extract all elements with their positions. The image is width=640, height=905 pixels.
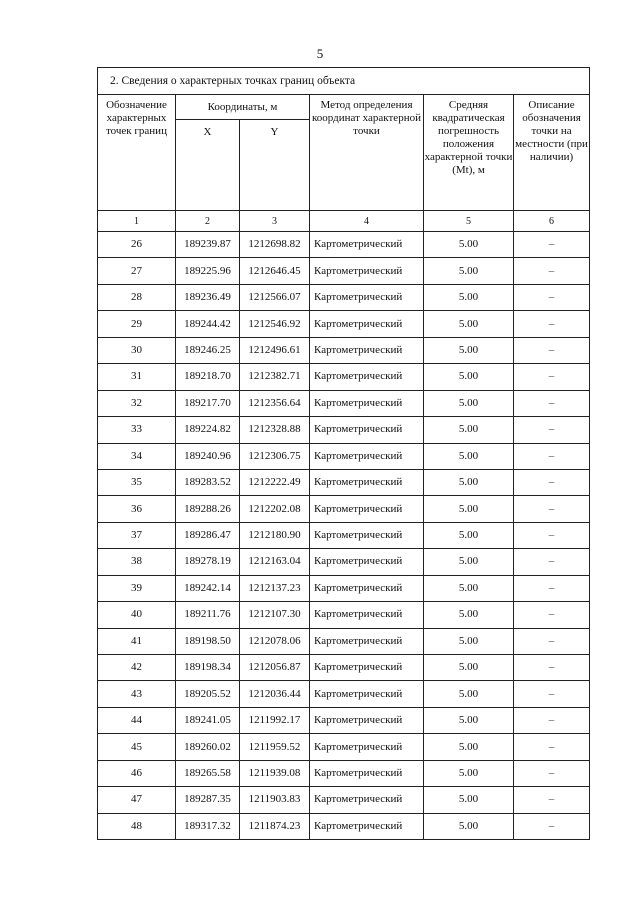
cell-y: 1211959.52 — [240, 734, 310, 760]
cell-method: Картометрический — [310, 390, 424, 416]
cell-description: – — [514, 496, 590, 522]
cell-method: Картометрический — [310, 813, 424, 839]
column-number: 3 — [240, 211, 310, 232]
cell-error: 5.00 — [424, 337, 514, 363]
cell-method: Картометрический — [310, 284, 424, 310]
cell-x: 189244.42 — [176, 311, 240, 337]
table-row — [98, 311, 590, 337]
cell-x: 189218.70 — [176, 364, 240, 390]
cell-method: Картометрический — [310, 496, 424, 522]
table-row — [98, 337, 590, 363]
cell-x: 189198.50 — [176, 628, 240, 654]
cell-y: 1212078.06 — [240, 628, 310, 654]
cell-y: 1212382.71 — [240, 364, 310, 390]
cell-y: 1212306.75 — [240, 443, 310, 469]
cell-y: 1211939.08 — [240, 760, 310, 786]
cell-x: 189217.70 — [176, 390, 240, 416]
cell-point: 38 — [98, 549, 176, 575]
cell-point: 48 — [98, 813, 176, 839]
cell-point: 45 — [98, 734, 176, 760]
cell-y: 1212202.08 — [240, 496, 310, 522]
table-row — [98, 575, 590, 601]
cell-error: 5.00 — [424, 707, 514, 733]
header-description: Описание обозначения точки на местности (при наличии) — [514, 95, 590, 211]
cell-x: 189224.82 — [176, 417, 240, 443]
cell-x: 189265.58 — [176, 760, 240, 786]
cell-point: 47 — [98, 787, 176, 813]
column-numbers-row — [98, 211, 590, 232]
cell-y: 1212496.61 — [240, 337, 310, 363]
table-row — [98, 258, 590, 284]
cell-method: Картометрический — [310, 602, 424, 628]
cell-description: – — [514, 787, 590, 813]
cell-description: – — [514, 602, 590, 628]
cell-point: 41 — [98, 628, 176, 654]
cell-method: Картометрический — [310, 522, 424, 548]
cell-y: 1212163.04 — [240, 549, 310, 575]
cell-method: Картометрический — [310, 364, 424, 390]
cell-description: – — [514, 337, 590, 363]
cell-point: 42 — [98, 655, 176, 681]
cell-error: 5.00 — [424, 232, 514, 258]
cell-y: 1212328.88 — [240, 417, 310, 443]
cell-description: – — [514, 469, 590, 495]
cell-method: Картометрический — [310, 258, 424, 284]
table-row — [98, 496, 590, 522]
cell-y: 1212546.92 — [240, 311, 310, 337]
table-body — [98, 232, 590, 840]
cell-point: 36 — [98, 496, 176, 522]
cell-description: – — [514, 734, 590, 760]
cell-x: 189317.32 — [176, 813, 240, 839]
cell-x: 189286.47 — [176, 522, 240, 548]
cell-error: 5.00 — [424, 311, 514, 337]
cell-y: 1212222.49 — [240, 469, 310, 495]
cell-y: 1211992.17 — [240, 707, 310, 733]
cell-x: 189246.25 — [176, 337, 240, 363]
cell-point: 29 — [98, 311, 176, 337]
cell-y: 1212107.30 — [240, 602, 310, 628]
cell-point: 35 — [98, 469, 176, 495]
table-row — [98, 734, 590, 760]
cell-method: Картометрический — [310, 760, 424, 786]
cell-description: – — [514, 443, 590, 469]
cell-method: Картометрический — [310, 311, 424, 337]
cell-description: – — [514, 681, 590, 707]
header-method: Метод определения координат характерной точки — [310, 95, 424, 211]
cell-y: 1212646.45 — [240, 258, 310, 284]
cell-error: 5.00 — [424, 496, 514, 522]
column-number: 4 — [310, 211, 424, 232]
cell-point: 40 — [98, 602, 176, 628]
cell-error: 5.00 — [424, 549, 514, 575]
cell-description: – — [514, 284, 590, 310]
cell-description: – — [514, 258, 590, 284]
cell-error: 5.00 — [424, 575, 514, 601]
cell-error: 5.00 — [424, 390, 514, 416]
table-row — [98, 813, 590, 839]
cell-method: Картометрический — [310, 469, 424, 495]
header-x: X — [176, 120, 240, 211]
cell-x: 189205.52 — [176, 681, 240, 707]
cell-y: 1212036.44 — [240, 681, 310, 707]
cell-x: 189198.34 — [176, 655, 240, 681]
cell-description: – — [514, 549, 590, 575]
cell-point: 28 — [98, 284, 176, 310]
cell-error: 5.00 — [424, 787, 514, 813]
cell-point: 43 — [98, 681, 176, 707]
cell-error: 5.00 — [424, 469, 514, 495]
cell-description: – — [514, 390, 590, 416]
cell-point: 44 — [98, 707, 176, 733]
cell-x: 189240.96 — [176, 443, 240, 469]
cell-point: 32 — [98, 390, 176, 416]
cell-point: 27 — [98, 258, 176, 284]
column-number: 1 — [98, 211, 176, 232]
cell-method: Картометрический — [310, 232, 424, 258]
header-error: Средняя квадратическая погрешность положения характерной точки (Mt), м — [424, 95, 514, 211]
cell-error: 5.00 — [424, 364, 514, 390]
cell-y: 1212180.90 — [240, 522, 310, 548]
table-row — [98, 232, 590, 258]
section-title: 2. Сведения о характерных точках границ объекта — [98, 68, 590, 95]
table-row — [98, 417, 590, 443]
cell-description: – — [514, 311, 590, 337]
cell-x: 189239.87 — [176, 232, 240, 258]
cell-y: 1211874.23 — [240, 813, 310, 839]
cell-method: Картометрический — [310, 549, 424, 575]
boundary-points-table — [97, 67, 590, 840]
header-y: Y — [240, 120, 310, 211]
cell-error: 5.00 — [424, 258, 514, 284]
cell-method: Картометрический — [310, 787, 424, 813]
cell-method: Картометрический — [310, 443, 424, 469]
column-number: 5 — [424, 211, 514, 232]
cell-error: 5.00 — [424, 681, 514, 707]
column-number: 6 — [514, 211, 590, 232]
table-row — [98, 787, 590, 813]
header-designation: Обозначение характерных точек границ — [98, 95, 176, 211]
cell-x: 189211.76 — [176, 602, 240, 628]
cell-method: Картометрический — [310, 337, 424, 363]
cell-y: 1212698.82 — [240, 232, 310, 258]
cell-error: 5.00 — [424, 760, 514, 786]
table-row — [98, 628, 590, 654]
cell-error: 5.00 — [424, 443, 514, 469]
cell-error: 5.00 — [424, 813, 514, 839]
cell-point: 26 — [98, 232, 176, 258]
cell-description: – — [514, 575, 590, 601]
cell-x: 189242.14 — [176, 575, 240, 601]
cell-y: 1212137.23 — [240, 575, 310, 601]
cell-error: 5.00 — [424, 522, 514, 548]
cell-method: Картометрический — [310, 655, 424, 681]
table-row — [98, 522, 590, 548]
cell-description: – — [514, 760, 590, 786]
table-row — [98, 707, 590, 733]
page-number: 5 — [316, 46, 324, 61]
cell-error: 5.00 — [424, 417, 514, 443]
cell-description: – — [514, 417, 590, 443]
cell-x: 189283.52 — [176, 469, 240, 495]
cell-method: Картометрический — [310, 417, 424, 443]
table-row — [98, 443, 590, 469]
table-row — [98, 284, 590, 310]
cell-x: 189287.35 — [176, 787, 240, 813]
cell-error: 5.00 — [424, 602, 514, 628]
cell-method: Картометрический — [310, 681, 424, 707]
cell-y: 1211903.83 — [240, 787, 310, 813]
cell-description: – — [514, 813, 590, 839]
cell-point: 37 — [98, 522, 176, 548]
cell-x: 189241.05 — [176, 707, 240, 733]
cell-point: 46 — [98, 760, 176, 786]
cell-point: 39 — [98, 575, 176, 601]
cell-method: Картометрический — [310, 628, 424, 654]
cell-y: 1212056.87 — [240, 655, 310, 681]
table-row — [98, 390, 590, 416]
cell-x: 189225.96 — [176, 258, 240, 284]
table-row — [98, 602, 590, 628]
cell-x: 189288.26 — [176, 496, 240, 522]
cell-point: 33 — [98, 417, 176, 443]
cell-description: – — [514, 707, 590, 733]
cell-description: – — [514, 628, 590, 654]
cell-description: – — [514, 232, 590, 258]
table-row — [98, 681, 590, 707]
cell-description: – — [514, 364, 590, 390]
cell-x: 189236.49 — [176, 284, 240, 310]
cell-description: – — [514, 522, 590, 548]
cell-error: 5.00 — [424, 628, 514, 654]
table-row — [98, 760, 590, 786]
cell-point: 30 — [98, 337, 176, 363]
table-row — [98, 364, 590, 390]
cell-error: 5.00 — [424, 655, 514, 681]
cell-method: Картометрический — [310, 734, 424, 760]
table-row — [98, 469, 590, 495]
cell-point: 31 — [98, 364, 176, 390]
cell-error: 5.00 — [424, 734, 514, 760]
cell-method: Картометрический — [310, 575, 424, 601]
cell-x: 189278.19 — [176, 549, 240, 575]
table-row — [98, 549, 590, 575]
cell-y: 1212356.64 — [240, 390, 310, 416]
cell-x: 189260.02 — [176, 734, 240, 760]
cell-point: 34 — [98, 443, 176, 469]
column-number: 2 — [176, 211, 240, 232]
cell-y: 1212566.07 — [240, 284, 310, 310]
cell-error: 5.00 — [424, 284, 514, 310]
cell-method: Картометрический — [310, 707, 424, 733]
cell-description: – — [514, 655, 590, 681]
header-coordinates: Координаты, м — [176, 95, 310, 120]
table-row — [98, 655, 590, 681]
